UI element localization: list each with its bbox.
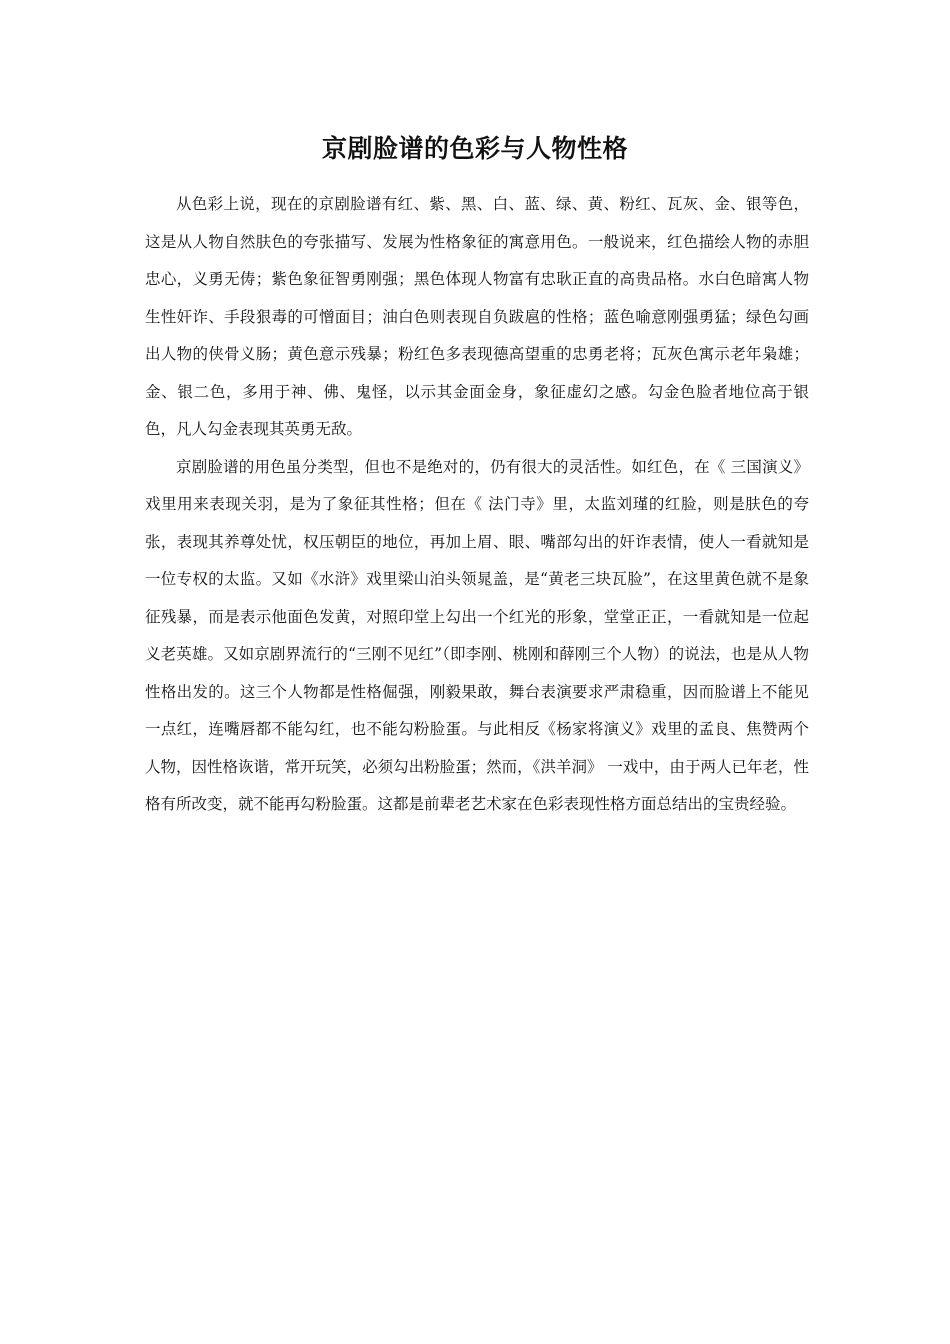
paragraph-color-meanings: 从色彩上说，现在的京剧脸谱有红、紫、黑、白、蓝、绿、黄、粉红、瓦灰、金、银等色，这是从人物自然肤色的夸张描写、发展为性格象征的寓意用色。一般说来，红色描绘人物的赤胆忠心，义勇无俦；紫色象征智勇刚强；黑色体现人物富有忠耿正直的高贵品格。水白色暗寓人物生性奸诈、手段狠毒的可憎面目；油白色则表现自负跋扈的性格；蓝色喻意刚强勇猛；绿色勾画出人物的侠骨义肠；黄色意示残暴；粉红色多表现德高望重的忠勇老将；瓦灰色寓示老年枭雄；金、银二色，多用于神、佛、鬼怪，以示其金面金身，象征虚幻之感。勾金色脸者地位高于银色，凡人勾金表现其英勇无敌。 xyxy=(145,195,809,438)
paragraph-color-flexibility: 京剧脸谱的用色虽分类型，但也不是绝对的，仍有很大的灵活性。如红色，在《 三国演义》戏里用来表现关羽，是为了象征其性格；但在《 法门寺》里，太监刘瑾的红脸，则是肤色的夸张，表现其养尊处忧，权压朝臣的地位，再加上眉、眼、嘴部勾出的奸诈表情，使人一看就知是一位专权的太监。又如《水浒》戏里梁山泊头领晁盖，是“黄老三块瓦脸”，在这里黄色就不是象征残暴，而是表示他面色发黄，对照印堂上勾出一个红光的形象，堂堂正正，一看就知是一位起义老英雄。又如京剧界流行的“三刚不见红”（即李刚、桃刚和薛刚三个人物）的说法，也是从人物性格出发的。这三个人物都是性格倔强，刚毅果敢，舞台表演要求严肃稳重，因而脸谱上不能见一点红，连嘴唇都不能勾红，也不能勾粉脸蛋。与此相反《杨家将演义》戏里的孟良、焦赞两个人物，因性格诙谐，常开玩笑，必须勾出粉脸蛋；然而，《洪羊洞》 一戏中，由于两人已年老，性格有所改变，就不能再勾粉脸蛋。这都是前辈老艺术家在色彩表现性格方面总结出的宝贵经验。 xyxy=(145,457,809,813)
document-title: 京剧脸谱的色彩与人物性格 xyxy=(321,134,628,163)
document-body xyxy=(145,186,809,824)
